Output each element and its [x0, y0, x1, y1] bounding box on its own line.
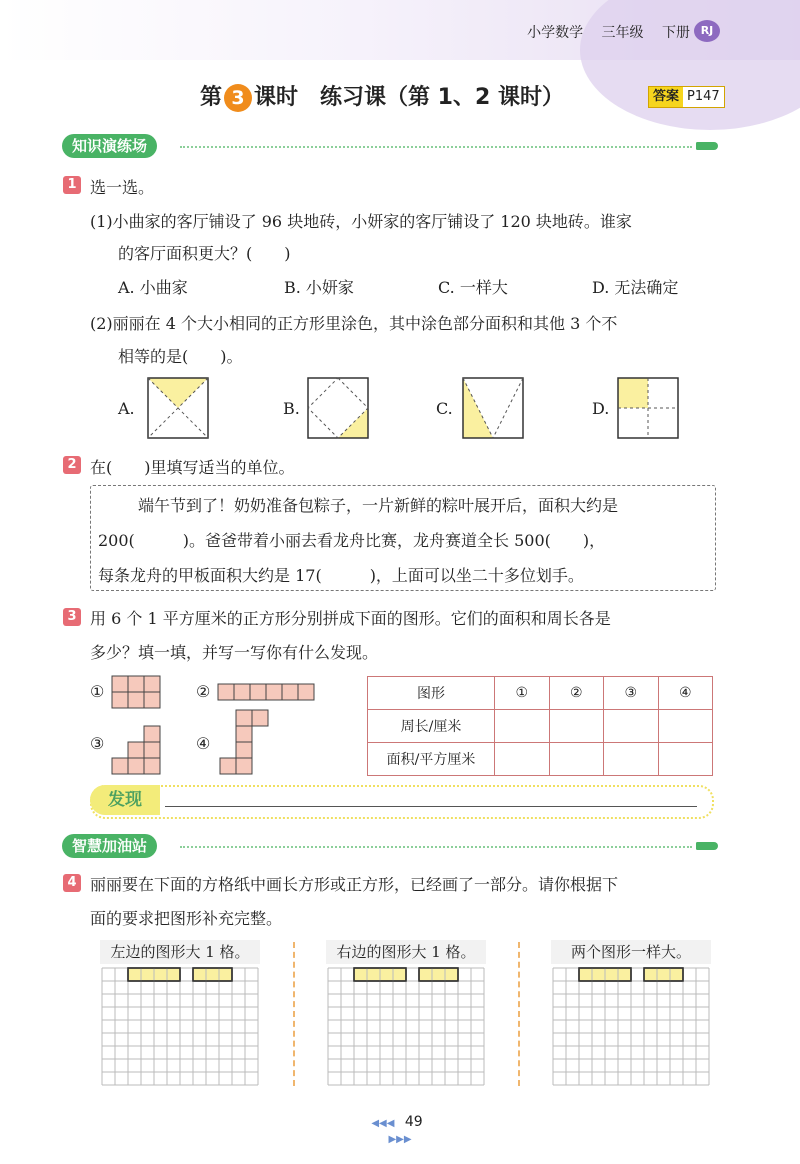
page-footer [360, 1114, 440, 1146]
table-header-2: ② [549, 677, 604, 710]
q1-option-c[interactable]: C. 一样大 [438, 278, 508, 297]
shape-option-b-label[interactable]: B. [283, 399, 300, 418]
header-decoration [580, 0, 800, 130]
prev-arrows-icon: ◀◀◀ [371, 1118, 395, 1129]
shape-option-a[interactable] [148, 378, 208, 438]
question-number-4: 4 [63, 874, 81, 892]
edition-badge: RJ [694, 20, 720, 42]
shape-option-c[interactable] [463, 378, 523, 438]
grid-2-title: 右边的图形大 1 格。 [326, 940, 486, 964]
next-arrows-icon: ▶▶▶ [388, 1134, 412, 1145]
table-header-1: ① [495, 677, 550, 710]
question-number-3: 3 [63, 608, 81, 626]
grid-divider [518, 942, 520, 1086]
answer-cell[interactable] [604, 710, 659, 743]
figure-4-label: ④ [196, 734, 211, 753]
q2-line2: 200( )。爸爸带着小丽去看龙舟比赛，龙舟赛道全长 500( )， [98, 531, 606, 550]
q3-answer-table [367, 676, 713, 776]
q4-line2: 面的要求把图形补充完整。 [90, 909, 283, 928]
q1-option-b[interactable]: B. 小妍家 [284, 278, 354, 297]
title-suffix: 课时 练习课（第 1、2 课时） [254, 85, 564, 110]
section-divider [180, 146, 692, 148]
drawn-shape [419, 968, 458, 981]
figure-4 [220, 710, 270, 776]
grid-3-title: 两个图形一样大。 [551, 940, 711, 964]
q2-line1: 端午节到了！奶奶准备包粽子，一片新鲜的粽叶展开后，面积大约是 [138, 496, 619, 515]
header-meta [513, 22, 690, 42]
discover-label: 发现 [90, 785, 160, 815]
shape-option-c-label[interactable]: C. [436, 399, 453, 418]
question-number-2: 2 [63, 456, 81, 474]
title-prefix: 第 [200, 85, 223, 110]
section-divider [180, 846, 692, 848]
figure-3-label: ③ [90, 734, 105, 753]
answer-cell[interactable] [549, 743, 604, 776]
answer-cell[interactable] [658, 710, 713, 743]
q1-part1-line2: 的客厅面积更大？( ) [118, 244, 291, 263]
table-header-3: ③ [604, 677, 659, 710]
q3-line2: 多少？填一填，并写一写你有什么发现。 [90, 643, 379, 662]
figure-1 [112, 676, 162, 709]
lesson-number-badge: 3 [224, 84, 252, 112]
figure-2-label: ② [196, 682, 211, 701]
table-header-shape: 图形 [368, 677, 495, 710]
answer-cell[interactable] [604, 743, 659, 776]
answer-label: 答案 [649, 87, 683, 107]
grid-paper-1[interactable] [102, 968, 262, 1084]
figure-3 [112, 726, 162, 776]
discover-box [90, 785, 714, 819]
figure-1-label: ① [90, 682, 105, 701]
page-number: 49 [404, 1114, 423, 1130]
discover-answer-line[interactable] [165, 806, 697, 807]
shape-option-d-label[interactable]: D. [592, 399, 610, 418]
q1-option-a[interactable]: A. 小曲家 [118, 278, 188, 297]
pencil-icon [696, 842, 718, 850]
q1-part2-line1: (2)丽丽在 4 个大小相同的正方形里涂色，其中涂色部分面积和其他 3 个不 [90, 314, 618, 333]
drawn-shape [644, 968, 683, 981]
table-row-perimeter-label: 周长/厘米 [368, 710, 495, 743]
grade-label: 三年级 [601, 25, 644, 41]
section-practice-tag: 知识演练场 [62, 134, 157, 158]
q1-stem: 选一选。 [90, 178, 155, 197]
shape-option-d[interactable] [618, 378, 678, 438]
table-row-area-label: 面积/平方厘米 [368, 743, 495, 776]
q2-line3: 每条龙舟的甲板面积大约是 17( )，上面可以坐二十多位划手。 [98, 566, 584, 585]
figure-2 [218, 684, 316, 702]
grid-divider [293, 942, 295, 1086]
answer-cell[interactable] [495, 710, 550, 743]
answer-reference[interactable] [648, 86, 725, 108]
grid-1-title: 左边的图形大 1 格。 [100, 940, 260, 964]
q2-stem: 在( )里填写适当的单位。 [90, 458, 295, 477]
section-challenge-tag: 智慧加油站 [62, 834, 157, 858]
drawn-shape [193, 968, 232, 981]
table-header-4: ④ [658, 677, 713, 710]
q3-line1: 用 6 个 1 平方厘米的正方形分别拼成下面的图形。它们的面积和周长各是 [90, 609, 611, 628]
grid-paper-2[interactable] [328, 968, 488, 1084]
q1-part2-line2: 相等的是( )。 [118, 347, 243, 366]
pencil-icon [696, 142, 718, 150]
subject-label: 小学数学 [527, 25, 584, 41]
volume-label: 下册 [662, 25, 690, 41]
shape-option-b[interactable] [308, 378, 368, 438]
page-title [200, 80, 564, 112]
q1-part1-line1: (1)小曲家的客厅铺设了 96 块地砖，小妍家的客厅铺设了 120 块地砖。谁家 [90, 212, 632, 231]
q1-option-d[interactable]: D. 无法确定 [592, 278, 679, 297]
shape-option-a-label[interactable]: A. [118, 399, 135, 418]
answer-cell[interactable] [549, 710, 604, 743]
question-number-1: 1 [63, 176, 81, 194]
grid-paper-3[interactable] [553, 968, 713, 1084]
answer-cell[interactable] [495, 743, 550, 776]
answer-cell[interactable] [658, 743, 713, 776]
q4-line1: 丽丽要在下面的方格纸中画长方形或正方形，已经画了一部分。请你根据下 [90, 875, 619, 894]
answer-page: P147 [683, 87, 724, 107]
